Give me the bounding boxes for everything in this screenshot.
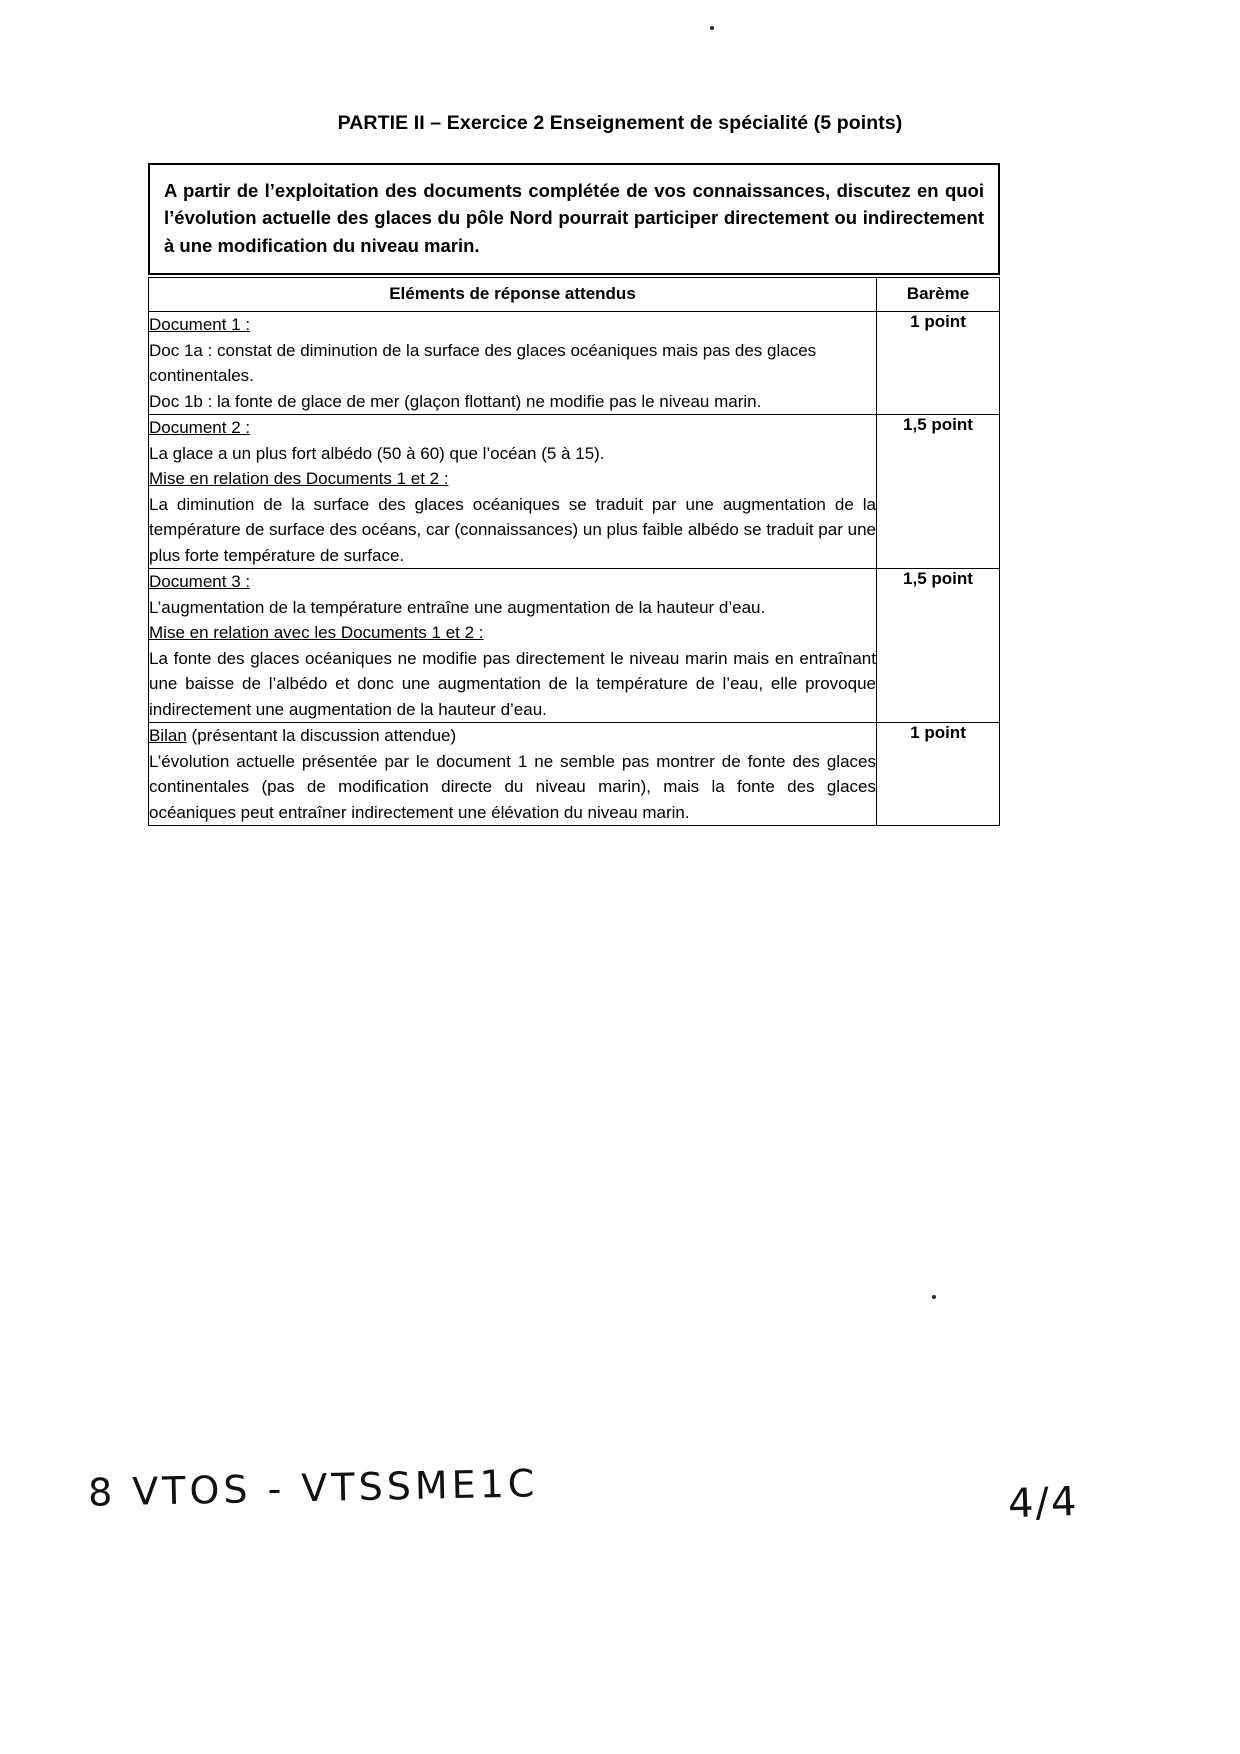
- criteria-heading-suffix: (présentant la discussion attendue): [186, 726, 457, 745]
- criteria-subheading: Mise en relation avec les Documents 1 et 2 :: [149, 623, 484, 642]
- criteria-cell: [149, 312, 877, 415]
- criteria-cell: [149, 569, 877, 723]
- handwritten-code: 8 VTOS - VTSSME1C: [87, 1461, 539, 1515]
- criteria-heading: Bilan: [149, 726, 187, 745]
- column-header-elements: Eléments de réponse attendus: [149, 278, 877, 312]
- table-row: [149, 312, 1000, 415]
- score-cell: 1 point: [877, 723, 1000, 826]
- criteria-line: Doc 1a : constat de diminution de la surface des glaces océaniques mais pas des glaces continentales.: [149, 340, 817, 385]
- question-prompt-text: A partir de l’exploitation des documents complétée de vos connaissances, discutez en quoi l’évolution actuelle des glaces du pôle Nord pourrait participer directement ou indirectement à une modification du niveau marin.: [164, 180, 984, 256]
- criteria-heading: Document 1 :: [149, 315, 251, 334]
- criteria-heading: Document 2 :: [149, 418, 251, 437]
- criteria-line: Doc 1b : la fonte de glace de mer (glaçon flottant) ne modifie pas le niveau marin.: [149, 391, 762, 411]
- column-header-bareme: Barème: [877, 278, 1000, 312]
- table-header-row: [149, 278, 1000, 312]
- question-prompt-box: [148, 163, 1000, 275]
- criteria-cell: [149, 415, 877, 569]
- stray-mark-top: [710, 26, 714, 30]
- stray-mark-right: [932, 1295, 936, 1299]
- grading-table: [148, 277, 1000, 826]
- criteria-line: L’évolution actuelle présentée par le document 1 ne semble pas montrer de fonte des glaces continentales (pas de modification directe du niveau marin), mais la fonte des glaces océaniques peut entraîner indirectement une élévation du niveau marin.: [149, 751, 876, 822]
- criteria-subline: La diminution de la surface des glaces océaniques se traduit par une augmentation de la température de surface des océans, car (connaissances) un plus faible albédo se traduit par une plus forte température de surface.: [149, 494, 876, 565]
- criteria-subheading: Mise en relation des Documents 1 et 2 :: [149, 469, 449, 488]
- criteria-line: L’augmentation de la température entraîne une augmentation de la hauteur d’eau.: [149, 597, 766, 617]
- score-cell: 1,5 point: [877, 569, 1000, 723]
- score-cell: 1,5 point: [877, 415, 1000, 569]
- criteria-cell: [149, 723, 877, 826]
- criteria-heading: Document 3 :: [149, 572, 251, 591]
- handwritten-page-number: 4/4: [1007, 1478, 1080, 1528]
- criteria-line: La glace a un plus fort albédo (50 à 60) que l’océan (5 à 15).: [149, 443, 605, 463]
- score-cell: 1 point: [877, 312, 1000, 415]
- table-row: [149, 415, 1000, 569]
- table-row: [149, 569, 1000, 723]
- page-title: PARTIE II – Exercice 2 Enseignement de spécialité (5 points): [337, 112, 903, 134]
- criteria-heading-wrap: [149, 723, 876, 749]
- table-row: [149, 723, 1000, 826]
- criteria-subline: La fonte des glaces océaniques ne modifie pas directement le niveau marin mais en entraînant une baisse de l’albédo et donc une augmentation de la température de l’eau, elle provoque indirectement une augmentation de la hauteur d’eau.: [149, 648, 876, 719]
